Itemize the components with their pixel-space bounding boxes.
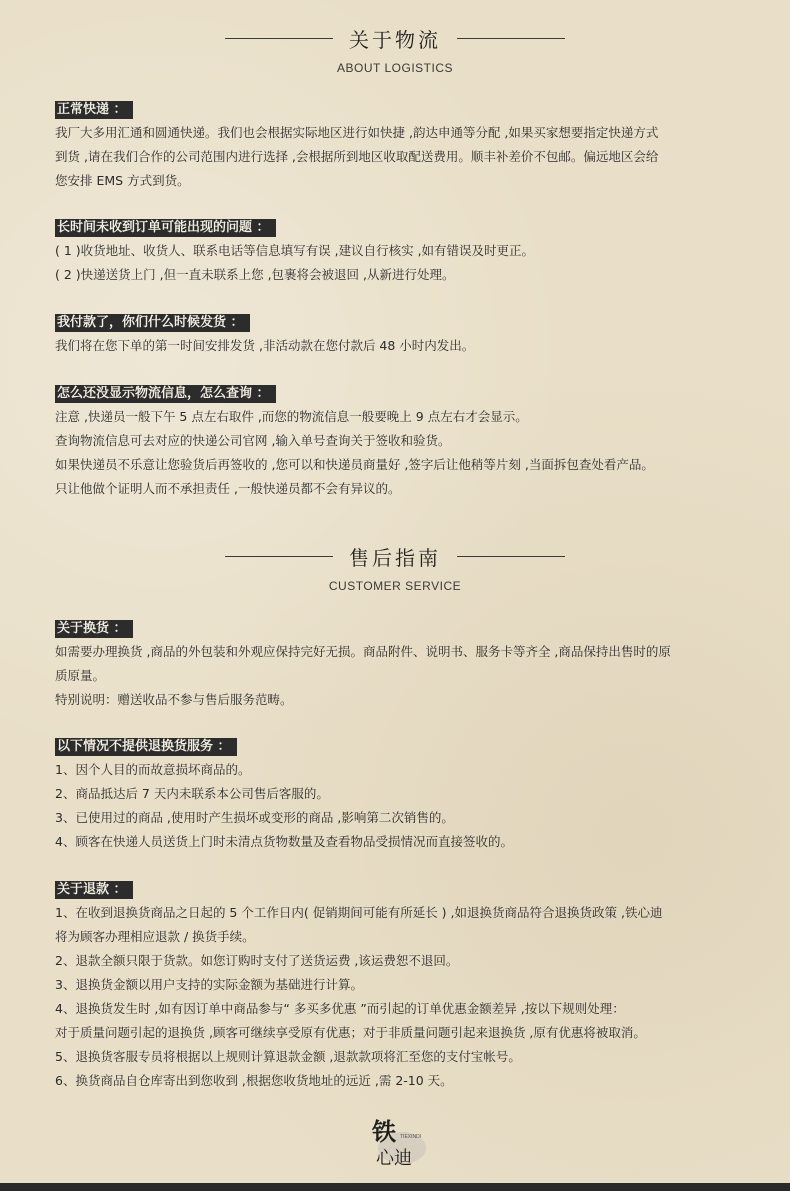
section-no-return: [55, 735, 745, 854]
logistics-title: 关于物流: [349, 28, 441, 52]
paragraph-line: 2、商品抵达后 7 天内未联系本公司售后客服的。: [55, 786, 329, 801]
paragraph-line: ( 1 )收货地址、收货人、联系电话等信息填写有误 ,建议自行核实 ,如有错误及时更正。: [55, 243, 535, 258]
section-label: 关于退款 ：: [55, 881, 133, 899]
svg-text:铁: 铁: [372, 1117, 396, 1146]
paragraph-line: 我们将在您下单的第一时间安排发货 ,非活动款在您付款后 48 小时内发出。: [55, 338, 475, 353]
service-heading: [0, 542, 790, 593]
logistics-heading: [0, 24, 790, 75]
heading-divider-left: [225, 38, 333, 39]
section-label: 以下情况不提供退换货服务 ：: [55, 738, 237, 756]
paragraph-line: 如果快递员不乐意让您验货后再签收的 ,您可以和快递员商量好 ,签字后让他稍等片刻 ,当面拆包查处看产品。: [55, 457, 654, 472]
section-exchange: [55, 617, 745, 712]
section-not-received: [55, 216, 745, 287]
footer-bar: [0, 1183, 790, 1191]
section-normal-delivery: [55, 98, 745, 193]
logistics-subtitle: ABOUT LOGISTICS: [337, 61, 453, 75]
paragraph-line: 5、退换货客服专员将根据以上规则计算退款金额 ,退款款项将汇至您的支付宝帐号。: [55, 1049, 521, 1064]
paragraph-line: 对于质量问题引起的退换货 ,顾客可继续享受原有优惠；对于非质量问题引起来退换货 ,原有优惠将被取消。: [55, 1025, 646, 1040]
paragraph-line: 1、在收到退换货商品之日起的 5 个工作日内( 促销期间可能有所延长 ) ,如退换货商品符合退换货政策 ,铁心迪: [55, 905, 663, 920]
paragraph-line: 将为顾客办理相应退款 / 换货手续。: [55, 929, 255, 944]
section-label: 怎么还没显示物流信息，怎么查询 ：: [55, 385, 276, 403]
heading-divider-right: [457, 556, 565, 557]
paragraph-line: 到货 ,请在我们合作的公司范围内进行选择 ,会根据所到地区收取配送费用。顺丰补差价不包邮。偏远地区会给: [55, 149, 659, 164]
section-label: 正常快递 ：: [55, 101, 133, 119]
paragraph-line: 只让他做个证明人而不承担责任 ,一般快递员都不会有异议的。: [55, 481, 401, 496]
paragraph-line: ( 2 )快递送货上门 ,但一直未联系上您 ,包裹将会被退回 ,从新进行处理。: [55, 267, 455, 282]
paragraph-line: 1、因个人目的而故意损坏商品的。: [55, 762, 251, 777]
paragraph-line: 特别说明：赠送收品不参与售后服务范畴。: [55, 692, 293, 707]
section-label: 关于换货 ：: [55, 620, 133, 638]
brand-logo-icon: [362, 1112, 430, 1170]
heading-divider-right: [457, 38, 565, 39]
svg-text:TIEXINDI: TIEXINDI: [400, 1134, 422, 1140]
paragraph-line: 查询物流信息可去对应的快递公司官网 ,输入单号查询关于签收和验货。: [55, 433, 451, 448]
section-shipping-time: [55, 311, 745, 358]
section-refund: [55, 878, 745, 1093]
paragraph-line: 我厂大多用汇通和圆通快递。我们也会根据实际地区进行如快捷 ,韵达申通等分配 ,如果买家想要指定快递方式: [55, 125, 659, 140]
paragraph-line: 3、已使用过的商品 ,使用时产生损坏或变形的商品 ,影响第二次销售的。: [55, 810, 454, 825]
paragraph-line: 4、退换货发生时 ,如有因订单中商品参与“ 多买多优惠 ”而引起的订单优惠金额差异 ,按以下规则处理：: [55, 1001, 625, 1016]
paragraph-line: 注意 ,快递员一般下午 5 点左右取件 ,而您的物流信息一般要晚上 9 点左右才会显示。: [55, 409, 528, 424]
paragraph-line: 4、顾客在快递人员送货上门时未清点货物数量及查看物品受损情况而直接签收的。: [55, 834, 513, 849]
section-label: 长时间未收到订单可能出现的问题 ：: [55, 219, 276, 237]
paragraph-line: 质原量。: [55, 668, 106, 683]
paragraph-line: 3、退换货金额以用户支持的实际金额为基础进行计算。: [55, 977, 363, 992]
heading-divider-left: [225, 556, 333, 557]
section-label: 我付款了，你们什么时候发货 ：: [55, 314, 250, 332]
paragraph-line: 2、退款全额只限于货款。如您订购时支付了送货运费 ,该运费恕不退回。: [55, 953, 459, 968]
paragraph-line: 如需要办理换货 ,商品的外包装和外观应保持完好无损。商品附件、说明书、服务卡等齐全 ,商品保持出售时的原: [55, 644, 671, 659]
section-tracking: [55, 382, 745, 501]
paragraph-line: 6、换货商品自仓库寄出到您收到 ,根据您收货地址的远近 ,需 2-10 天。: [55, 1073, 453, 1088]
service-subtitle: CUSTOMER SERVICE: [328, 579, 462, 593]
svg-text:心迪: 心迪: [376, 1148, 412, 1169]
paragraph-line: 您安排 EMS 方式到货。: [55, 173, 190, 188]
service-title: 售后指南: [349, 546, 441, 570]
